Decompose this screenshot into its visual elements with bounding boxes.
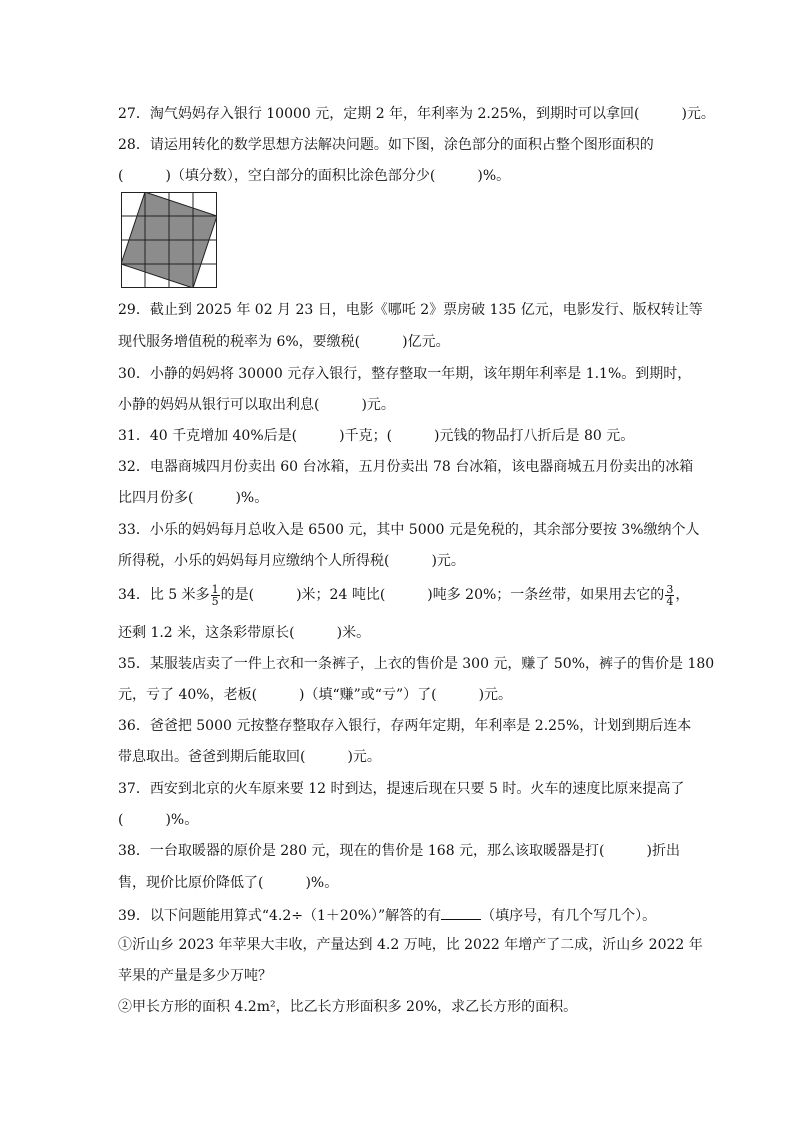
q35-line1: 35．某服装店卖了一件上衣和一条裤子，上衣的售价是 300 元，赚了 50%，裤子的售价是 180 [118,656,715,672]
q39-line1 [118,906,656,924]
q34-part2: 的是( )米；24 吨比( )吨多 20%；一条丝带，如果用去它的 [220,587,665,603]
q39-option2: ②甲长方形的面积 4.2m²，比乙长方形面积多 20%，求乙长方形的面积。 [118,999,578,1015]
q28-line2: ( )（填分数），空白部分的面积比涂色部分少( )%。 [118,168,511,184]
grid-lines [121,192,217,288]
q35-line2: 元，亏了 40%，老板( )（填“赚”或“亏”）了( )元。 [118,687,513,703]
q37-line2: ( )%。 [118,812,199,828]
q34-line1 [118,583,689,607]
q29-line2: 现代服务增值税的税率为 6%，要缴税( )亿元。 [118,334,450,350]
q31: 31．40 千克增加 40%后是( )千克；( )元钱的物品打八折后是 80 元。 [118,428,635,444]
fraction-denominator: 4 [666,594,674,608]
q29-line1: 29．截止到 2025 年 02 月 23 日，电影《哪吒 2》票房破 135 亿元，电影发行、版权转让等 [118,302,703,318]
q32-line2: 比四月份多( )%。 [118,490,269,506]
q34-part1: 34．比 5 米多 [118,587,210,603]
q27: 27．淘气妈妈存入银行 10000 元，定期 2 年，年利率为 2.25%，到期时可以拿回( )元。 [118,106,715,122]
q33-line1: 33．小乐的妈妈每月总收入是 6500 元，其中 5000 元是免税的，其余部分要按 3%缴纳个人 [118,522,700,538]
q36-line2: 带息取出。爸爸到期后能取回( )元。 [118,749,381,765]
fraction-numerator: 1 [211,582,219,596]
fraction-one-fifth [211,584,220,607]
q38-line2: 售，现价比原价降低了( )%。 [118,875,339,891]
q39-part2: （填序号，有几个写几个）。 [481,908,657,924]
q34-line2: 还剩 1.2 米，这条彩带原长( )米。 [118,625,371,641]
q30-line1: 30．小静的妈妈将 30000 元存入银行，整存整取一年期，该年期年利率是 1.1%。到期时， [118,366,692,382]
q39-option1-line1: ①沂山乡 2023 年苹果大丰收，产量达到 4.2 万吨，比 2022 年增产了二成，沂山乡 2022 年 [118,937,703,953]
fraction-numerator: 3 [666,582,674,596]
q32-line1: 32．电器商城四月份卖出 60 台冰箱，五月份卖出 78 台冰箱，该电器商城五月份卖出的冰箱 [118,459,694,475]
fraction-three-quarters [665,584,674,607]
q28-line1: 28．请运用转化的数学思想方法解决问题。如下图，涂色部分的面积占整个图形面积的 [118,137,654,153]
grid-figure [121,192,217,288]
answer-blank [441,906,481,920]
q38-line1: 38．一台取暖器的原价是 280 元，现在的售价是 168 元，那么该取暖器是打( )折出 [118,843,680,859]
fraction-denominator: 5 [211,594,219,608]
q34-part3: ， [675,587,690,603]
q33-line2: 所得税，小乐的妈妈每月应缴纳个人所得税( )元。 [118,553,465,569]
q39-option1-line2: 苹果的产量是多少万吨？ [118,968,272,984]
q36-line1: 36．爸爸把 5000 元按整存整取存入银行，存两年定期，年利率是 2.25%，计划到期后连本 [118,718,692,734]
q30-line2: 小静的妈妈从银行可以取出利息( )元。 [118,397,395,413]
q37-line1: 37．西安到北京的火车原来要 12 时到达，提速后现在只要 5 时。火车的速度比原来提高了 [118,781,685,797]
q39-part1: 39．以下问题能用算式“4.2÷（1＋20%）”解答的有 [118,908,442,924]
